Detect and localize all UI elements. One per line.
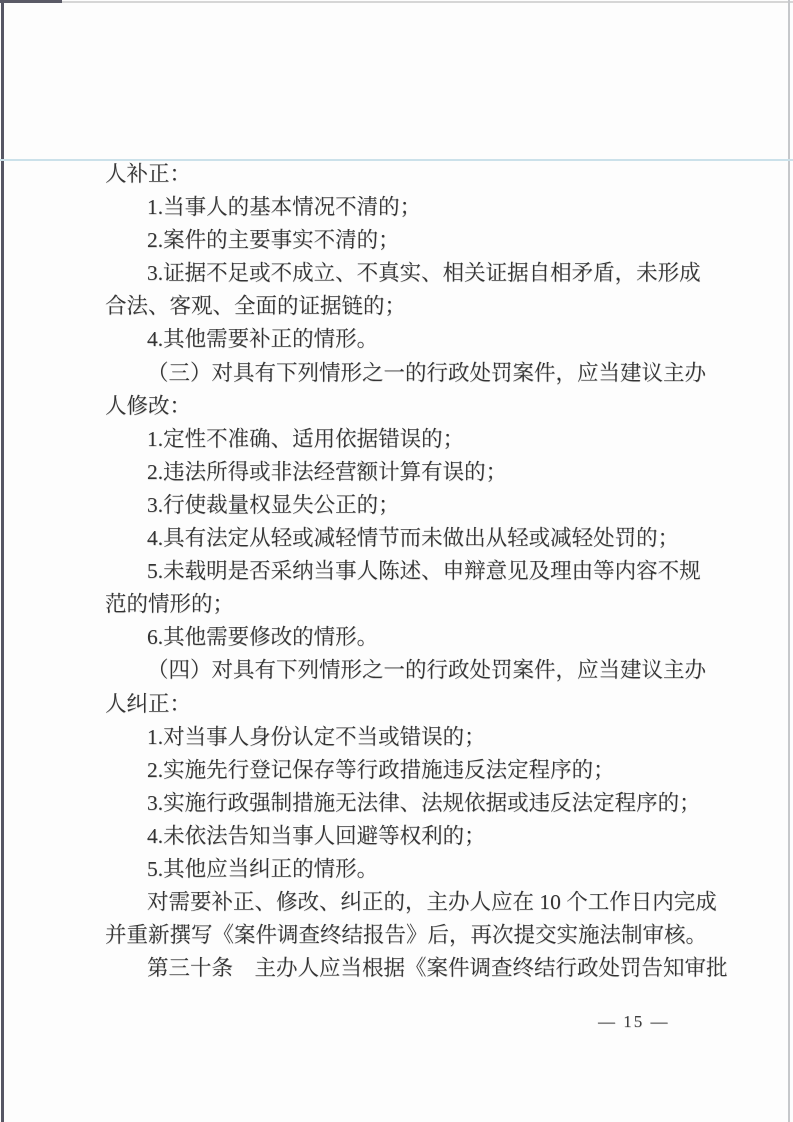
text-line: 5.未载明是否采纳当事人陈述、申辩意见及理由等内容不规 <box>147 559 701 584</box>
text-line: （四）对具有下列情形之一的行政处罚案件，应当建议主办 <box>147 658 707 683</box>
text-line: 并重新撰写《案件调查终结报告》后，再次提交实施法制审核。 <box>105 923 708 948</box>
text-line: 2.案件的主要事实不清的； <box>147 228 400 253</box>
document-body <box>105 158 745 985</box>
text-line: 3.行使裁量权显失公正的； <box>147 492 400 517</box>
text-line: 第三十条 主办人应当根据《案件调查终结行政处罚告知审批 <box>147 956 728 981</box>
scan-edge-left <box>1 3 4 1122</box>
scan-edge-top <box>0 1 793 3</box>
text-line: 人纠正： <box>105 691 192 716</box>
text-line: 1.对当事人身份认定不当或错误的； <box>147 724 486 749</box>
scan-edge-top-dark-segment <box>0 0 62 3</box>
text-line: 3.证据不足或不成立、不真实、相关证据自相矛盾，未形成 <box>147 261 701 286</box>
text-line: 2.违法所得或非法经营额计算有误的； <box>147 459 508 484</box>
text-line: 对需要补正、修改、纠正的，主办人应在 10 个工作日内完成 <box>147 890 717 915</box>
text-line: 1.定性不准确、适用依据错误的； <box>147 426 465 451</box>
text-line: 4.其他需要补正的情形。 <box>147 327 379 352</box>
text-line: 4.具有法定从轻或减轻情节而未做出从轻或减轻处罚的； <box>147 526 680 551</box>
text-line: 人修改： <box>105 393 192 418</box>
text-line: 6.其他需要修改的情形。 <box>147 625 379 650</box>
text-line: 人补正： <box>105 162 192 186</box>
text-line: （三）对具有下列情形之一的行政处罚案件，应当建议主办 <box>147 360 707 385</box>
text-line: 3.实施行政强制措施无法律、法规依据或违反法定程序的； <box>147 790 701 815</box>
text-line: 范的情形的； <box>105 592 235 617</box>
text-line: 5.其他应当纠正的情形。 <box>147 856 379 881</box>
page-number: — 15 — <box>598 1012 670 1031</box>
text-line: 2.实施先行登记保存等行政措施违反法定程序的； <box>147 757 615 782</box>
text-line: 1.当事人的基本情况不清的； <box>147 195 422 220</box>
scan-edge-right <box>788 0 790 1122</box>
text-line: 合法、客观、全面的证据链的； <box>105 294 407 319</box>
text-line: 4.未依法告知当事人回避等权利的； <box>147 823 486 848</box>
